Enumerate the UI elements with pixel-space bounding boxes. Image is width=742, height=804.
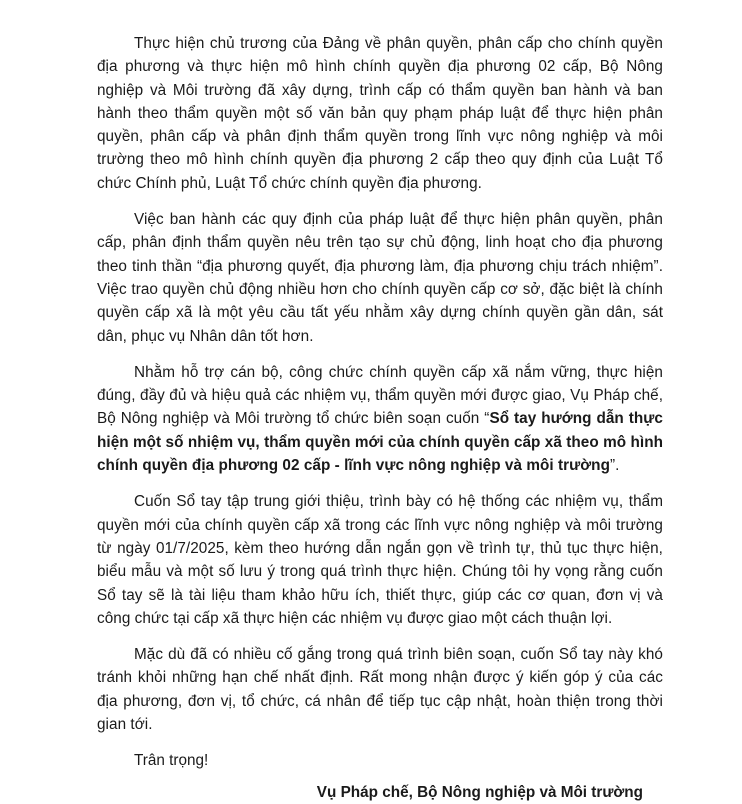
paragraph-3 [97, 361, 663, 477]
paragraph-3-text-end: ”. [609, 457, 620, 475]
handbook-title-bold: Sổ tay hướng dẫn thực hiện một số nhiệm vụ, thẩm quyền mới của chính quyền cấp xã theo mô hình chính quyền địa phương 02 cấp - lĩnh vực nông nghiệp và môi trường [97, 410, 663, 475]
paragraph-5 [97, 643, 663, 736]
closing-line: Trân trọng! [134, 752, 209, 770]
signature-line: Vụ Pháp chế, Bộ Nông nghiệp và Môi trường [316, 783, 643, 801]
paragraph-4-text: Cuốn Sổ tay tập trung giới thiệu, trình bày có hệ thống các nhiệm vụ, thẩm quyền mới của chính quyền cấp xã trong các lĩnh vực nông nghiệp và môi trường từ ngày 01/7/2025, kèm theo hướng dẫn ngắn gọn về trình tự, thủ tục thực hiện, biểu mẫu và một số lưu ý trong quá trình thực hiện. Chúng tôi hy vọng rằng cuốn Sổ tay sẽ là tài liệu tham khảo hữu ích, thiết thực, giúp các cơ quan, đơn vị và công chức tại cấp xã thực hiện các nhiệm vụ được giao một cách thuận lợi. [97, 493, 663, 627]
paragraph-1-text: Thực hiện chủ trương của Đảng về phân quyền, phân cấp cho chính quyền địa phương và thực hiện mô hình chính quyền địa phương 02 cấp, Bộ Nông nghiệp và Môi trường đã xây dựng, trình cấp có thẩm quyền ban hành và ban hành theo thẩm quyền một số văn bản quy phạm pháp luật để thực hiện phân quyền, phân cấp và phân định thẩm quyền trong lĩnh vực nông nghiệp và môi trường theo mô hình chính quyền địa phương 2 cấp theo quy định của Luật Tổ chức Chính phủ, Luật Tổ chức chính quyền địa phương. [97, 35, 663, 192]
paragraph-2-text: Việc ban hành các quy định của pháp luật để thực hiện phân quyền, phân cấp, phân định thẩm quyền nêu trên tạo sự chủ động, linh hoạt cho địa phương theo tinh thần “địa phương quyết, địa phương làm, địa phương chịu trách nhiệm”. Việc trao quyền chủ động nhiều hơn cho chính quyền cấp cơ sở, đặc biệt là chính quyền cấp xã là một yêu cầu tất yếu nhằm xây dựng chính quyền gần dân, sát dân, phục vụ Nhân dân tốt hơn. [97, 211, 663, 345]
paragraph-2 [97, 208, 663, 348]
paragraph-1 [97, 32, 663, 195]
paragraph-4 [97, 490, 663, 630]
paragraph-3-text-start: Nhằm hỗ trợ cán bộ, công chức chính quyền cấp xã nắm vững, thực hiện đúng, đầy đủ và hiệu quả các nhiệm vụ, thẩm quyền mới được giao, Vụ Pháp chế, Bộ Nông nghiệp và Môi trường tổ chức biên soạn cuốn “ [97, 363, 663, 428]
document-page [97, 32, 663, 804]
paragraph-5-text: Mặc dù đã có nhiều cố gắng trong quá trình biên soạn, cuốn Sổ tay này khó tránh khỏi những hạn chế nhất định. Rất mong nhận được ý kiến góp ý của các địa phương, đơn vị, tổ chức, cá nhân để tiếp tục cập nhật, hoàn thiện trong thời gian tới. [97, 646, 663, 734]
